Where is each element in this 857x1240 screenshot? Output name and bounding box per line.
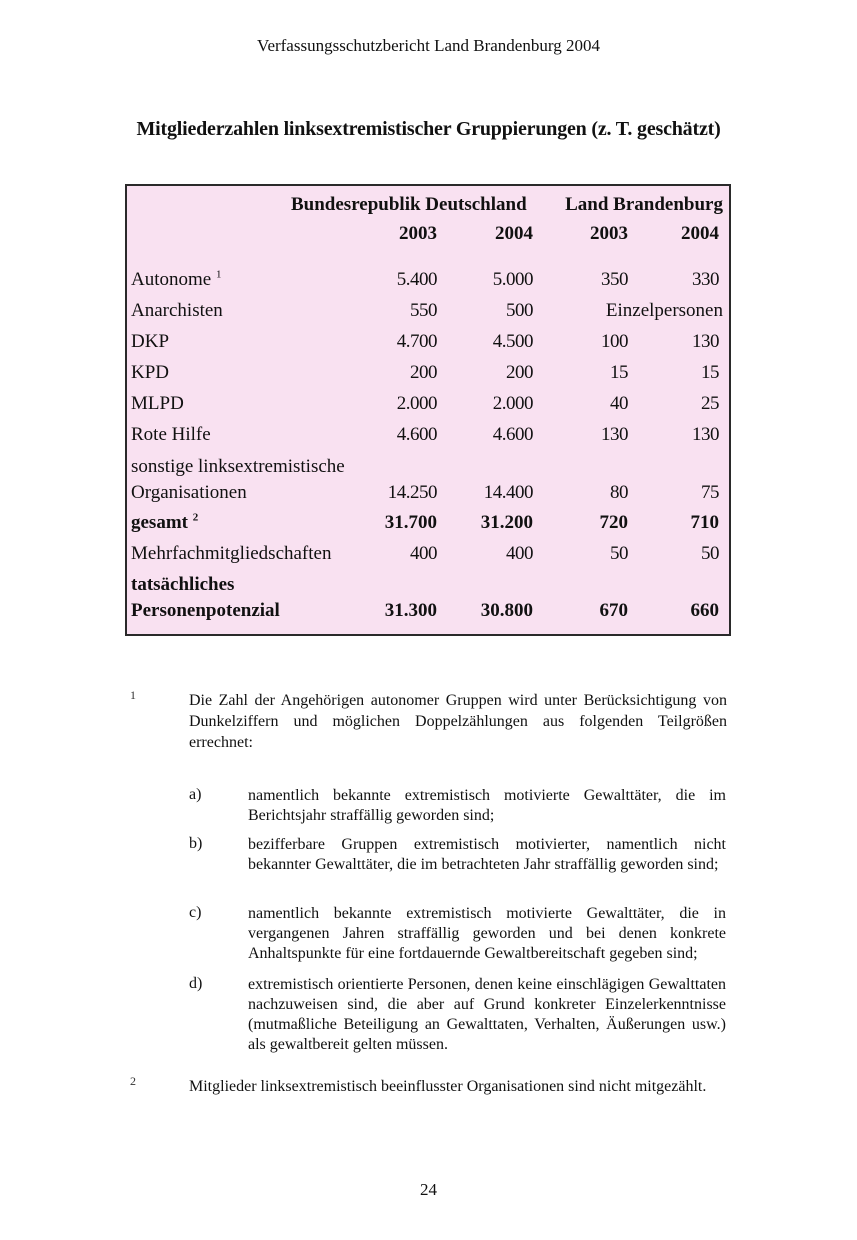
running-head: Verfassungsschutzbericht Land Brandenburg 2004 <box>257 36 600 55</box>
footnote-1-item-a-text: namentlich bekannte extremistisch motivierte Gewalttäter, die im Berichtsjahr straffällig geworden sind; <box>248 787 726 824</box>
header-year-bund-2004: 2004 <box>495 223 533 244</box>
header-year-bb-2004: 2004 <box>681 223 719 244</box>
footnote-1-item-a-letter: a) <box>189 786 202 803</box>
table-cell: 30.800 <box>480 600 533 621</box>
table-cell: 660 <box>690 600 719 621</box>
table-cell: 31.300 <box>384 600 437 621</box>
row-label: Anarchisten <box>131 300 223 321</box>
table-cell: 4.600 <box>396 424 437 445</box>
table-cell: 100 <box>601 331 628 352</box>
footnote-1-item-b-text: bezifferbare Gruppen extremistisch motivierter, namentlich nicht bekannter Gewalttäter, die im betrachteten Jahr straffällig geworden sind; <box>248 836 726 873</box>
footnote-1-text: Die Zahl der Angehörigen autonomer Gruppen wird unter Berücksichtigung von Dunkelziffern und möglichen Doppelzählungen aus folgenden Teilgrößen errechnet: <box>189 692 727 751</box>
table-cell: 14.250 <box>387 482 437 503</box>
table-cell: 200 <box>410 362 437 383</box>
table-cell: 15 <box>701 362 719 383</box>
table-cell: 50 <box>610 543 628 564</box>
table-cell: 31.700 <box>384 512 437 533</box>
table-cell: 4.600 <box>492 424 533 445</box>
footnote-1-item-d-letter: d) <box>189 975 203 992</box>
table-cell: 40 <box>610 393 628 414</box>
table-cell: 670 <box>599 600 628 621</box>
table-cell: 4.500 <box>492 331 533 352</box>
footnote-1-item-b-letter: b) <box>189 835 203 852</box>
table-cell: 15 <box>610 362 628 383</box>
footnote-1-mark: 1 <box>130 688 136 702</box>
footnote-1-item-c-text: namentlich bekannte extremistisch motivierte Gewalttäter, die in vergangenen Jahren straffällig geworden und bei denen konkrete Anhaltspunkte für eine fortdauernde Gewaltbereitschaft gegeben sind; <box>248 905 726 962</box>
footnote-1-item-c-letter: c) <box>189 904 202 921</box>
table-cell: 80 <box>610 482 628 503</box>
table-cell: 350 <box>601 269 628 290</box>
header-year-bb-2003: 2003 <box>590 223 628 244</box>
table-cell-span: Einzelpersonen <box>605 300 723 321</box>
table-cell: 25 <box>701 393 719 414</box>
row-label: sonstige linksextremistische <box>131 456 345 477</box>
table-cell: 5.400 <box>396 269 437 290</box>
footnote-1-item-d-text: extremistisch orientierte Personen, denen keine einschlägigen Gewalttaten nachzuweisen sind, die aber auf Grund konkreter Einzelerkenntnisse (mutmaßliche Beteiligung an Gewalttaten, Verhalten, Äußerungen usw.) als gewaltbereit gelten müssen. <box>248 976 726 1053</box>
table-cell: 50 <box>701 543 719 564</box>
row-label: Autonome $^1$ <box>131 268 222 290</box>
footnote-ref: 1 <box>215 268 222 281</box>
row-label: Rote Hilfe <box>131 424 211 445</box>
table-cell: 400 <box>506 543 533 564</box>
table-cell: 200 <box>506 362 533 383</box>
row-label: Personenpotenzial <box>131 600 280 621</box>
table-cell: 720 <box>599 512 628 533</box>
table-cell: 75 <box>701 482 719 503</box>
table-cell: 31.200 <box>480 512 533 533</box>
row-label: Mehrfachmitgliedschaften <box>131 543 332 564</box>
row-label: tatsächliches <box>131 574 235 595</box>
table-cell: 14.400 <box>483 482 533 503</box>
table-cell: 500 <box>506 300 533 321</box>
footnote-2-mark: 2 <box>130 1074 136 1088</box>
table-cell: 2.000 <box>396 393 437 414</box>
membership-table <box>125 184 731 636</box>
row-label: Organisationen <box>131 482 247 503</box>
footnote-2-text: Mitglieder linksextremistisch beeinflusster Organisationen sind nicht mitgezählt. <box>189 1078 707 1095</box>
page-number: 24 <box>420 1180 437 1199</box>
table-cell: 130 <box>692 331 719 352</box>
table-cell: 4.700 <box>396 331 437 352</box>
row-label: gesamt $^2$ <box>131 511 199 533</box>
table-cell: 5.000 <box>492 269 533 290</box>
header-year-bund-2003: 2003 <box>399 223 437 244</box>
table-cell: 710 <box>690 512 719 533</box>
table-cell: 550 <box>410 300 437 321</box>
header-brandenburg: Land Brandenburg <box>565 194 723 215</box>
table-cell: 400 <box>410 543 437 564</box>
table-cell: 130 <box>601 424 628 445</box>
row-label: MLPD <box>131 393 184 414</box>
document-title: Mitgliederzahlen linksextremistischer Gruppierungen (z. T. geschätzt) <box>136 118 721 140</box>
footnote-ref: 2 <box>192 511 199 524</box>
header-bundesrepublik: Bundesrepublik Deutschland <box>291 194 527 215</box>
table-cell: 330 <box>692 269 719 290</box>
row-label: KPD <box>131 362 170 383</box>
table-cell: 2.000 <box>492 393 533 414</box>
table-cell: 130 <box>692 424 719 445</box>
row-label: DKP <box>131 331 170 352</box>
